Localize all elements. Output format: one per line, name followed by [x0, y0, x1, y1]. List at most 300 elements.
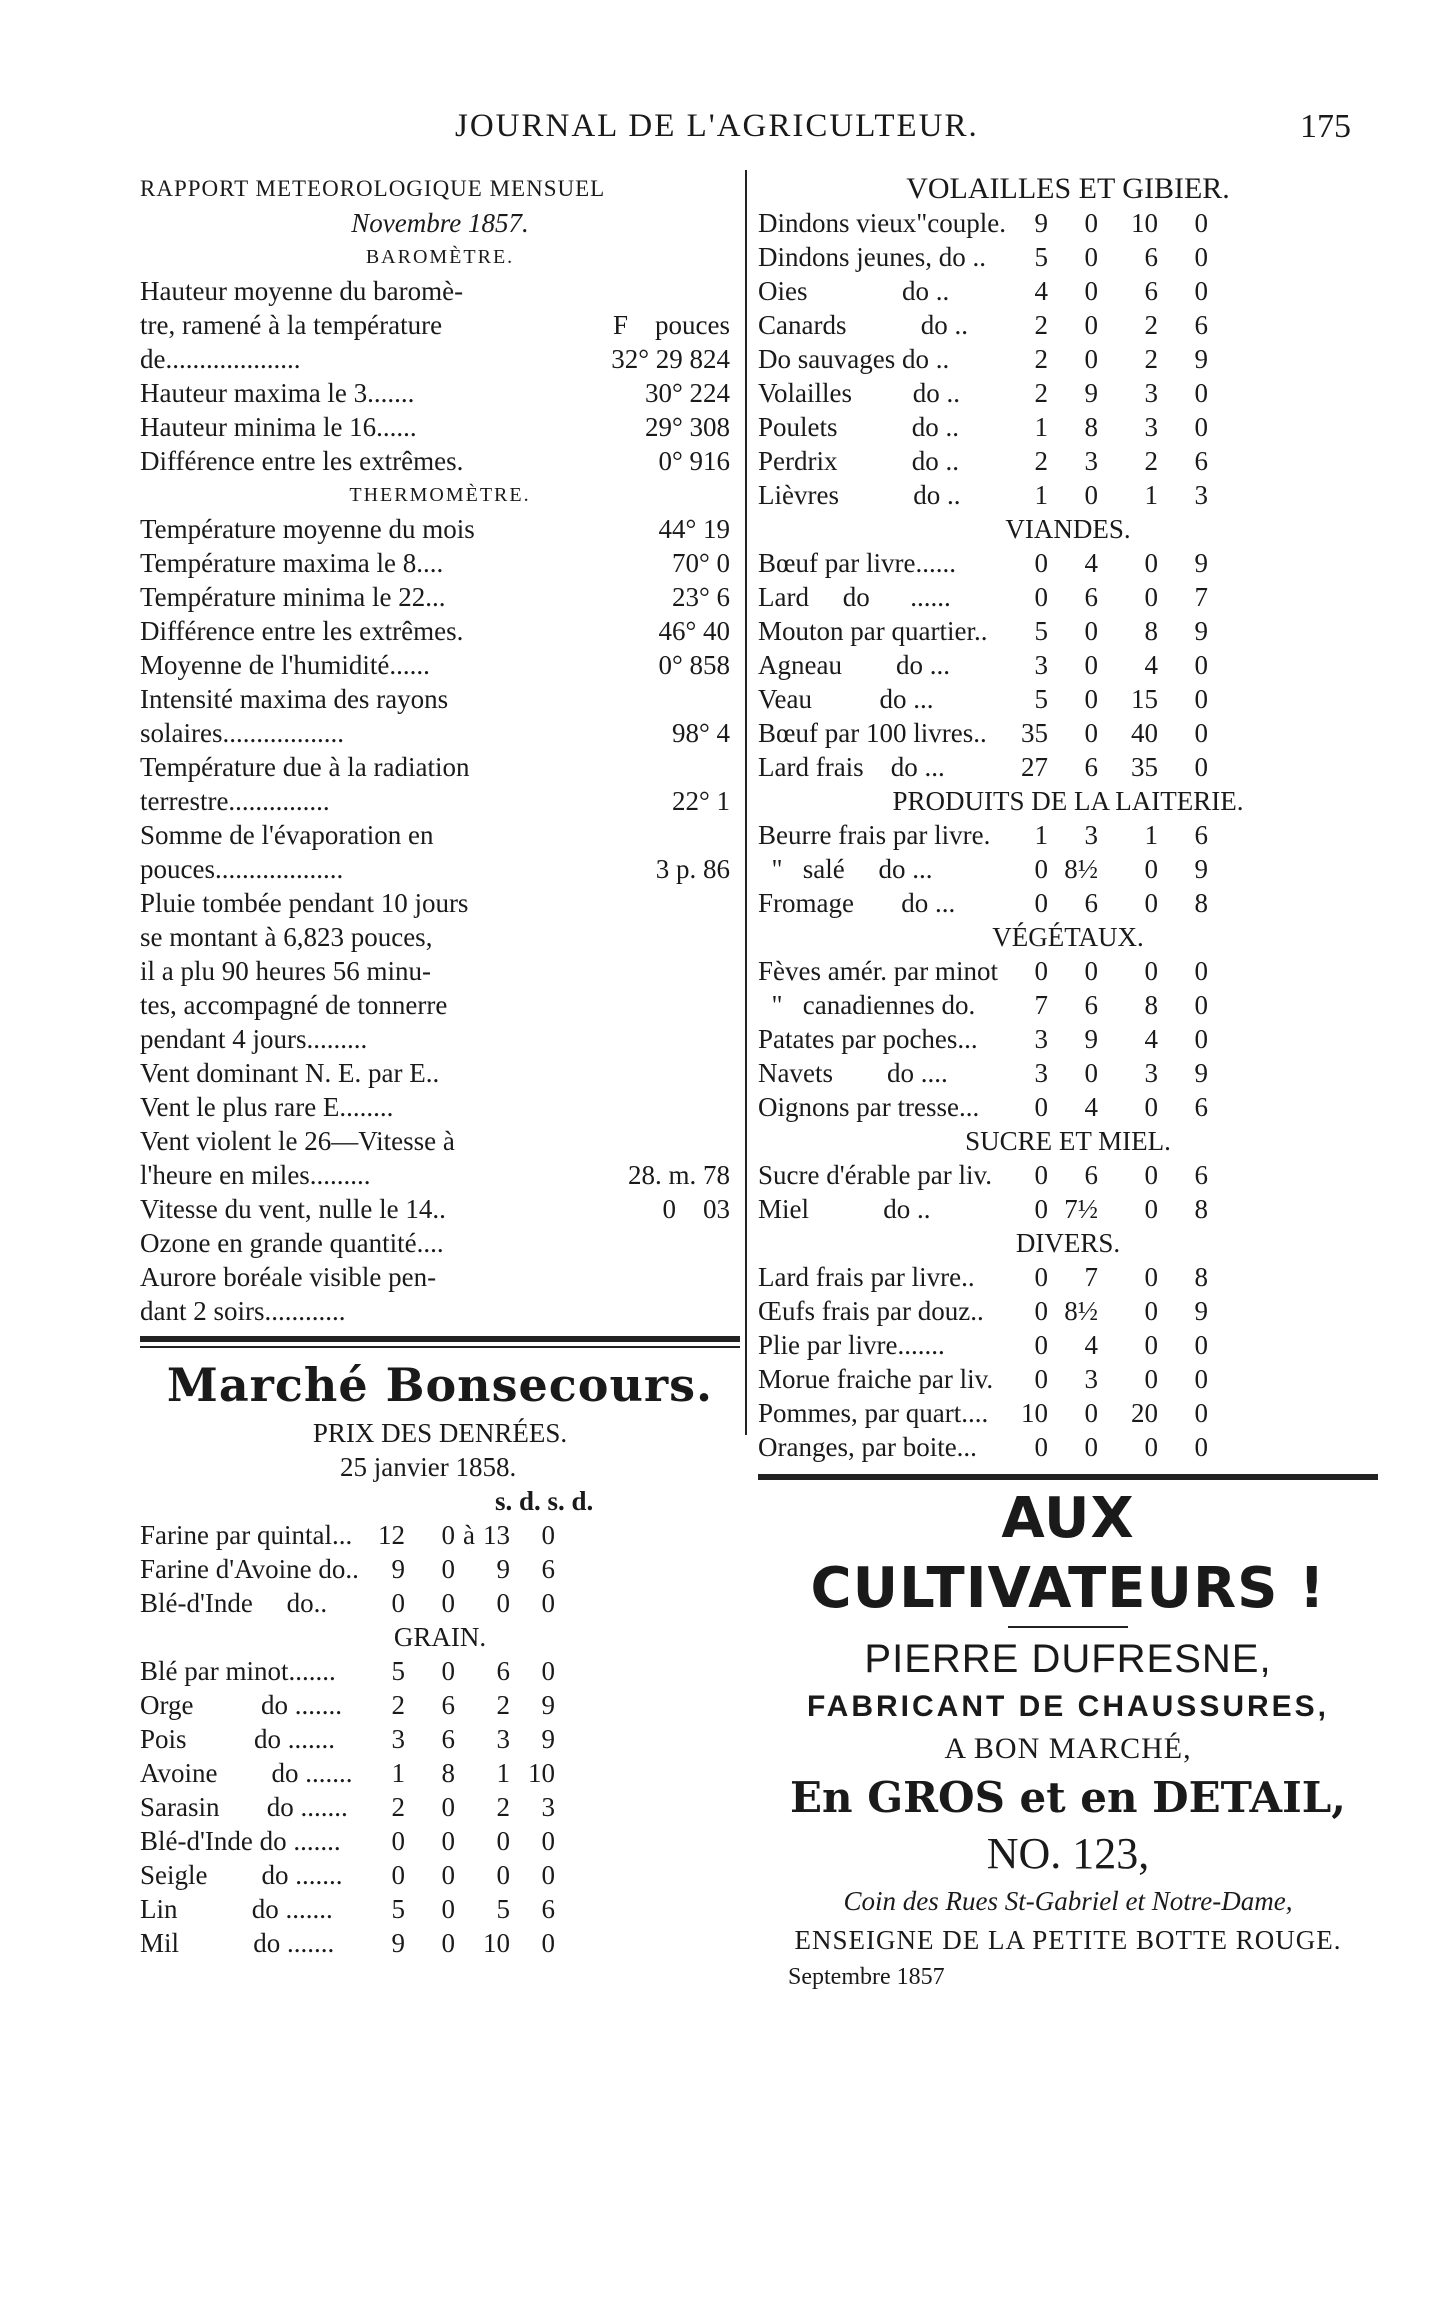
- price-value: 0: [1084, 310, 1098, 340]
- sucre-heading: SUCRE ET MIEL.: [965, 1126, 1171, 1156]
- price-row-label: Dindons jeunes, do ..: [758, 242, 986, 272]
- price-row: [758, 580, 1378, 614]
- price-row-label: Lard do ......: [758, 582, 951, 612]
- price-row-label: Lard frais do ...: [758, 752, 945, 782]
- price-column-header: s. d. s. d.: [495, 1486, 594, 1516]
- price-value: 3: [1034, 650, 1048, 680]
- divers-list: [758, 1260, 1378, 1464]
- price-value: 0: [541, 1656, 555, 1686]
- report-line-label: Pluie tombée pendant 10 jours: [140, 888, 469, 918]
- price-value: 0: [441, 1656, 455, 1686]
- price-row-label: Sarasin do .......: [140, 1792, 348, 1822]
- price-row-label: Canards do ..: [758, 310, 968, 340]
- price-value: 0: [1084, 208, 1098, 238]
- price-value: 9: [541, 1724, 555, 1754]
- price-value: 0: [1034, 956, 1048, 986]
- price-value: 5: [1034, 616, 1048, 646]
- price-value: 9: [1034, 208, 1048, 238]
- price-value: 0: [1084, 684, 1098, 714]
- price-row: [758, 988, 1378, 1022]
- report-line-label: il a plu 90 heures 56 minu-: [140, 956, 431, 986]
- price-value: 6: [1084, 752, 1098, 782]
- price-value: 8: [1194, 888, 1208, 918]
- price-value: 0: [541, 1826, 555, 1856]
- price-value: 0: [1084, 242, 1098, 272]
- report-line: [140, 546, 740, 580]
- price-value: 0: [1084, 616, 1098, 646]
- price-row-label: Avoine do .......: [140, 1758, 353, 1788]
- price-value: 6: [1084, 582, 1098, 612]
- price-value: 0: [1194, 1364, 1208, 1394]
- report-line-label: Température moyenne du mois: [140, 514, 475, 544]
- report-line-label: l'heure en miles.........: [140, 1160, 371, 1190]
- price-value: 6: [441, 1724, 455, 1754]
- price-value: 8½: [1064, 1296, 1098, 1326]
- price-row: [140, 1688, 740, 1722]
- price-value: 5: [1034, 684, 1048, 714]
- price-value: 9: [1194, 854, 1208, 884]
- viandes-list: [758, 546, 1378, 784]
- price-row: [758, 1430, 1378, 1464]
- report-line: [140, 444, 740, 478]
- price-row-label: Lard frais par livre..: [758, 1262, 975, 1292]
- price-value: 5: [391, 1656, 405, 1686]
- price-row: [758, 240, 1378, 274]
- price-row: [758, 1022, 1378, 1056]
- ad-gros-detail: En GROS et en DETAIL,: [790, 1773, 1346, 1822]
- report-line-label: tes, accompagné de tonnerre: [140, 990, 448, 1020]
- price-value: 1: [1034, 412, 1048, 442]
- price-row-label: Sucre d'érable par liv.: [758, 1160, 993, 1190]
- price-value: 6: [1084, 888, 1098, 918]
- price-row: [758, 682, 1378, 716]
- price-value: 15: [1131, 684, 1158, 714]
- report-line-value: 0 03: [662, 1194, 730, 1224]
- price-value: 4: [1084, 1330, 1098, 1360]
- report-line-label: Vent le plus rare E........: [140, 1092, 394, 1122]
- price-row: [758, 1396, 1378, 1430]
- journal-title: JOURNAL DE L'AGRICULTEUR.: [455, 108, 979, 144]
- price-value: 4: [1084, 1092, 1098, 1122]
- price-value: 0: [1084, 956, 1098, 986]
- report-line-label: Hauteur minima le 16......: [140, 412, 417, 442]
- price-value: 0: [1144, 1296, 1158, 1326]
- divers-heading: DIVERS.: [1015, 1228, 1121, 1258]
- report-line: [140, 1294, 740, 1328]
- price-value: 0: [1194, 208, 1208, 238]
- report-line: [140, 852, 740, 886]
- report-line: [140, 1022, 740, 1056]
- price-value: 0: [1144, 1364, 1158, 1394]
- price-row: [140, 1552, 740, 1586]
- marche-subtitle: PRIX DES DENRÉES.: [312, 1418, 568, 1448]
- price-value: 0: [541, 1588, 555, 1618]
- price-value: 6: [1194, 820, 1208, 850]
- vegetaux-heading: VÉGÉTAUX.: [992, 922, 1144, 952]
- price-value: 0: [1084, 718, 1098, 748]
- price-row-label: Fèves amér. par minot: [758, 956, 998, 986]
- price-value: 35: [1131, 752, 1158, 782]
- report-line-label: Vent dominant N. E. par E..: [140, 1058, 440, 1088]
- report-line-label: tre, ramené à la température: [140, 310, 443, 340]
- price-value: 0: [1194, 276, 1208, 306]
- price-value: 0: [441, 1860, 455, 1890]
- report-line-label: solaires..................: [140, 718, 344, 748]
- price-value: 0: [1034, 888, 1048, 918]
- price-row: [758, 1192, 1378, 1226]
- price-value: 2: [1034, 378, 1048, 408]
- right-column: [758, 172, 1378, 1994]
- vegetaux-list: [758, 954, 1378, 1124]
- report-line-label: se montant à 6,823 pouces,: [140, 922, 433, 952]
- price-value: 0: [1034, 1364, 1048, 1394]
- price-value: 0: [1144, 1194, 1158, 1224]
- sucre-list: [758, 1158, 1378, 1226]
- price-value: 3: [1084, 820, 1098, 850]
- report-line-label: Hauteur moyenne du baromè-: [140, 276, 464, 306]
- price-value: 2: [391, 1792, 405, 1822]
- price-value: 0: [1144, 1092, 1158, 1122]
- price-value: 0: [1194, 242, 1208, 272]
- report-line-value: F pouces: [613, 310, 730, 340]
- price-value: 0: [496, 1826, 510, 1856]
- price-row: [758, 1294, 1378, 1328]
- price-value: 7: [1194, 582, 1208, 612]
- ad-rule-thick: [758, 1474, 1378, 1480]
- price-row-label: Fromage do ...: [758, 888, 956, 918]
- report-line: [140, 954, 740, 988]
- price-value: 0: [1194, 650, 1208, 680]
- ad-name: PIERRE DUFRESNE,: [864, 1637, 1272, 1681]
- report-line: [140, 1090, 740, 1124]
- price-row: [758, 410, 1378, 444]
- price-value: 1: [391, 1758, 405, 1788]
- price-value: 4: [1084, 548, 1098, 578]
- price-value: 0: [1194, 1398, 1208, 1428]
- report-line-value: 32° 29 824: [611, 344, 730, 374]
- price-value: 2: [391, 1690, 405, 1720]
- price-value: 0: [441, 1792, 455, 1822]
- price-row: [758, 546, 1378, 580]
- price-value: 1: [496, 1758, 510, 1788]
- price-value: 0: [391, 1860, 405, 1890]
- report-line-value: 22° 1: [671, 786, 730, 816]
- price-value: 0: [1194, 1330, 1208, 1360]
- price-value: 6: [496, 1656, 510, 1686]
- price-value: 0: [1084, 1058, 1098, 1088]
- page-header: [0, 108, 1447, 154]
- report-line-label: Température due à la radiation: [140, 752, 470, 782]
- price-row-label: Pois do .......: [140, 1724, 336, 1754]
- report-line: [140, 274, 740, 308]
- price-value: 0: [541, 1860, 555, 1890]
- price-value: 0: [1034, 854, 1048, 884]
- price-value: 3: [1194, 480, 1208, 510]
- price-value: 0: [1144, 888, 1158, 918]
- ad-trade: FABRICANT DE CHAUSSURES,: [806, 1690, 1330, 1723]
- price-value: 1: [1034, 820, 1048, 850]
- price-row: [758, 1056, 1378, 1090]
- price-value: 0: [541, 1928, 555, 1958]
- marche-title: Marché Bonsecours.: [166, 1358, 714, 1412]
- price-value: 0: [1034, 1330, 1048, 1360]
- price-value: 0: [496, 1588, 510, 1618]
- report-line-value: 29° 308: [644, 412, 730, 442]
- price-row-label: " salé do ...: [758, 854, 933, 884]
- price-value: 4: [1144, 650, 1158, 680]
- price-value: 0: [1084, 1398, 1098, 1428]
- report-line: [140, 886, 740, 920]
- price-value: 8: [1194, 1194, 1208, 1224]
- thermometre-heading: THERMOMÈTRE.: [349, 484, 531, 506]
- price-value: 9: [1084, 378, 1098, 408]
- price-value: 5: [496, 1894, 510, 1924]
- report-line-value: 46° 40: [658, 616, 730, 646]
- price-value: 8: [1144, 990, 1158, 1020]
- price-value: 2: [1144, 344, 1158, 374]
- price-value: 3: [1084, 1364, 1098, 1394]
- report-line: [140, 988, 740, 1022]
- price-value: 40: [1131, 718, 1158, 748]
- price-row-label: Bœuf par livre......: [758, 548, 956, 578]
- report-line-label: de....................: [140, 344, 301, 374]
- price-row: [140, 1586, 740, 1620]
- price-row-label: Farine d'Avoine do..: [140, 1554, 359, 1584]
- ad-bon-marche: A BON MARCHÉ,: [944, 1732, 1192, 1765]
- volailles-heading: VOLAILLES ET GIBIER.: [906, 172, 1230, 205]
- price-row-label: Seigle do .......: [140, 1860, 343, 1890]
- price-value: 9: [1194, 1058, 1208, 1088]
- price-value: 6: [1194, 310, 1208, 340]
- price-value: 9: [496, 1554, 510, 1584]
- price-value: 9: [1194, 616, 1208, 646]
- price-value: 27: [1021, 752, 1048, 782]
- price-value: 0: [1034, 1194, 1048, 1224]
- price-value: 0: [541, 1520, 555, 1550]
- price-value: 7: [1034, 990, 1048, 1020]
- volailles-list: [758, 206, 1378, 512]
- price-row-label: Dindons vieux"couple.: [758, 208, 1006, 238]
- price-value: 0: [441, 1554, 455, 1584]
- price-row: [758, 1260, 1378, 1294]
- price-row: [758, 818, 1378, 852]
- report-line-value: 3 p. 86: [655, 854, 730, 884]
- price-value: 3: [496, 1724, 510, 1754]
- price-row-label: Agneau do ...: [758, 650, 950, 680]
- price-row-label: Œufs frais par douz..: [758, 1296, 984, 1326]
- price-value: 0: [441, 1928, 455, 1958]
- price-value: 0: [1144, 1262, 1158, 1292]
- price-value: 3: [391, 1724, 405, 1754]
- report-line-label: Somme de l'évaporation en: [140, 820, 434, 850]
- viandes-heading: VIANDES.: [1005, 514, 1131, 544]
- report-line-value: 98° 4: [671, 718, 730, 748]
- price-value: 9: [1194, 1296, 1208, 1326]
- price-value: 3: [1034, 1024, 1048, 1054]
- report-line-label: pouces...................: [140, 854, 344, 884]
- price-value: 0: [1194, 412, 1208, 442]
- price-value: 8: [441, 1758, 455, 1788]
- price-value: 0: [1194, 378, 1208, 408]
- price-value: 9: [1194, 548, 1208, 578]
- ad-headline: AUX CULTIVATEURS !: [810, 1486, 1326, 1621]
- report-line-value: 23° 6: [671, 582, 730, 612]
- price-value: 0: [1144, 1160, 1158, 1190]
- left-column: [140, 172, 740, 1960]
- price-value: 0: [1034, 1296, 1048, 1326]
- report-line-label: dant 2 soirs............: [140, 1296, 346, 1326]
- report-line-value: 0° 858: [658, 650, 730, 680]
- price-value: 10: [1021, 1398, 1048, 1428]
- price-row: [140, 1824, 740, 1858]
- price-value: 8: [1144, 616, 1158, 646]
- price-row: [758, 1362, 1378, 1396]
- grain-list: [140, 1654, 740, 1960]
- price-row: [758, 954, 1378, 988]
- price-value: 0: [1144, 1432, 1158, 1462]
- meteo-month: Novembre 1857.: [351, 208, 529, 238]
- page-number: 175: [1300, 108, 1351, 145]
- price-value: 2: [496, 1792, 510, 1822]
- price-row-label: Mouton par quartier..: [758, 616, 988, 646]
- meteo-title: RAPPORT METEOROLOGIQUE MENSUEL: [140, 176, 606, 201]
- price-row-label: Oies do ..: [758, 276, 950, 306]
- price-value: 1: [1144, 820, 1158, 850]
- price-value: 2: [1034, 310, 1048, 340]
- price-value: 0: [1194, 718, 1208, 748]
- report-line: [140, 920, 740, 954]
- price-value: 6: [1084, 1160, 1098, 1190]
- report-line: [140, 648, 740, 682]
- price-row: [758, 206, 1378, 240]
- price-value: 2: [1144, 310, 1158, 340]
- price-value: 0: [1034, 1092, 1048, 1122]
- price-value: 3: [1144, 1058, 1158, 1088]
- price-value: 0: [1034, 1262, 1048, 1292]
- price-row-label: Navets do ....: [758, 1058, 948, 1088]
- thermometre-lines: [140, 512, 740, 1328]
- report-line-value: 30° 224: [644, 378, 730, 408]
- price-row-label: " canadiennes do.: [758, 990, 976, 1020]
- price-row: [758, 478, 1378, 512]
- price-value: 2: [496, 1690, 510, 1720]
- section-rule-thick: [140, 1336, 740, 1342]
- ad-sign: ENSEIGNE DE LA PETITE BOTTE ROUGE.: [794, 1925, 1342, 1955]
- price-value: 6: [1194, 1092, 1208, 1122]
- price-value: 2: [1144, 446, 1158, 476]
- report-line: [140, 750, 740, 784]
- price-row: [140, 1926, 740, 1960]
- price-value: 20: [1131, 1398, 1158, 1428]
- price-value: 1: [1144, 480, 1158, 510]
- price-value: 0: [391, 1826, 405, 1856]
- price-row-label: Oignons par tresse...: [758, 1092, 980, 1122]
- price-value: 9: [391, 1928, 405, 1958]
- report-line: [140, 308, 740, 342]
- price-value: 3: [541, 1792, 555, 1822]
- report-line-value: 70° 0: [671, 548, 730, 578]
- price-row: [140, 1790, 740, 1824]
- marche-date: 25 janvier 1858.: [340, 1452, 517, 1482]
- price-row-label: Blé par minot.......: [140, 1656, 336, 1686]
- price-value: 6: [1144, 276, 1158, 306]
- price-row: [758, 852, 1378, 886]
- laiterie-heading: PRODUITS DE LA LAITERIE.: [892, 786, 1244, 816]
- price-row: [758, 308, 1378, 342]
- price-value: 3: [1084, 446, 1098, 476]
- report-line-label: Intensité maxima des rayons: [140, 684, 449, 714]
- price-value: 0: [1144, 582, 1158, 612]
- report-line: [140, 342, 740, 376]
- column-divider: [745, 170, 747, 1435]
- price-value: 5: [391, 1894, 405, 1924]
- price-row-label: Do sauvages do ..: [758, 344, 950, 374]
- report-line-value: 28. m. 78: [627, 1160, 730, 1190]
- price-row: [758, 1158, 1378, 1192]
- report-line: [140, 614, 740, 648]
- price-value: 10: [483, 1928, 510, 1958]
- price-row-label: Blé-d'Inde do .......: [140, 1826, 341, 1856]
- price-row: [140, 1518, 740, 1552]
- price-value: 12: [378, 1520, 405, 1550]
- report-line: [140, 376, 740, 410]
- report-line: [140, 1056, 740, 1090]
- ad-short-rule: [1008, 1626, 1128, 1628]
- price-value: 3: [1034, 1058, 1048, 1088]
- report-line: [140, 410, 740, 444]
- price-row: [758, 1328, 1378, 1362]
- report-line: [140, 716, 740, 750]
- price-row-label: Veau do ...: [758, 684, 934, 714]
- price-row-label: Farine par quintal...: [140, 1520, 353, 1550]
- price-row-label: Blé-d'Inde do..: [140, 1588, 328, 1618]
- price-row: [758, 716, 1378, 750]
- price-value: 9: [1084, 1024, 1098, 1054]
- price-value: 10: [528, 1758, 555, 1788]
- price-value: 1: [1034, 480, 1048, 510]
- report-line-label: Différence entre les extrêmes.: [140, 616, 464, 646]
- laiterie-list: [758, 818, 1378, 920]
- price-row: [758, 342, 1378, 376]
- report-line-label: Vitesse du vent, nulle le 14..: [140, 1194, 446, 1224]
- price-value: 2: [1034, 344, 1048, 374]
- report-line: [140, 1226, 740, 1260]
- price-row: [140, 1756, 740, 1790]
- price-value: 6: [1144, 242, 1158, 272]
- report-line-label: Vent violent le 26—Vitesse à: [140, 1126, 455, 1156]
- price-value: 6: [541, 1554, 555, 1584]
- price-row: [758, 648, 1378, 682]
- report-line: [140, 1124, 740, 1158]
- price-row-label: Morue fraiche par liv.: [758, 1364, 994, 1394]
- report-line: [140, 818, 740, 852]
- price-value: 0: [1194, 752, 1208, 782]
- price-value: 6: [441, 1690, 455, 1720]
- price-value: 6: [1194, 446, 1208, 476]
- price-value: 0: [1084, 1432, 1098, 1462]
- barometre-lines: [140, 274, 740, 478]
- report-line-label: Température maxima le 8....: [140, 548, 444, 578]
- price-row-label: Orge do .......: [140, 1690, 342, 1720]
- barometre-heading: BAROMÈTRE.: [365, 246, 515, 268]
- price-value: 0: [391, 1588, 405, 1618]
- price-row: [758, 1090, 1378, 1124]
- grain-heading: GRAIN.: [393, 1622, 487, 1652]
- price-row-label: Miel do ..: [758, 1194, 931, 1224]
- report-line-label: Ozone en grande quantité....: [140, 1228, 444, 1258]
- price-value: 0: [441, 1894, 455, 1924]
- price-value: 0: [441, 1826, 455, 1856]
